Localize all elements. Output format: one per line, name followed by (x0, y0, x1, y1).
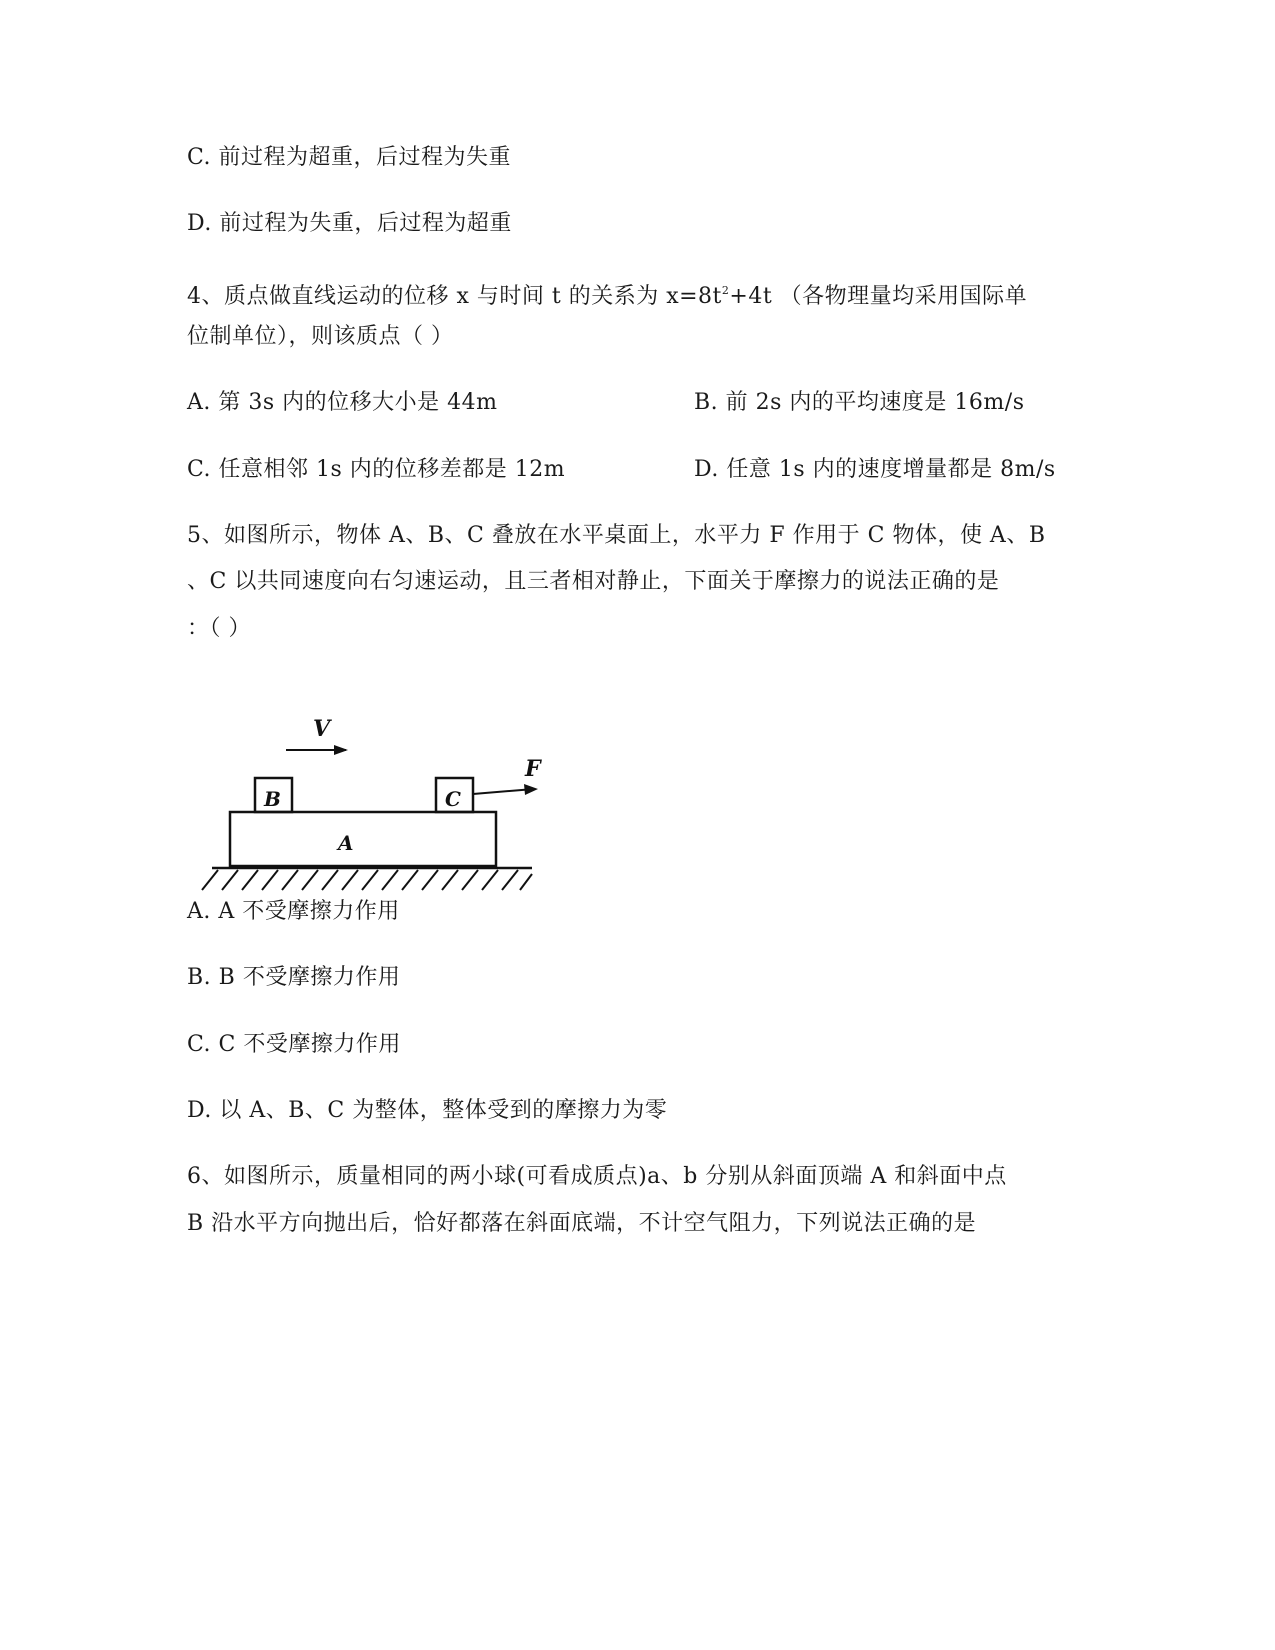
q4-option-a: A. 第 3s 内的位移大小是 44m (187, 390, 498, 415)
q5-option-d: D. 以 A、B、C 为整体，整体受到的摩擦力为零 (187, 1098, 668, 1123)
q5-option-b: B. B 不受摩擦力作用 (187, 965, 401, 990)
q5-stem-line2: 、C 以共同速度向右匀速运动，且三者相对静止，下面关于摩擦力的说法正确的是 (187, 569, 1000, 594)
q6-stem-line2: B 沿水平方向抛出后，恰好都落在斜面底端，不计空气阻力，下列说法正确的是 (187, 1211, 977, 1236)
q6-stem-line1: 6、如图所示，质量相同的两小球(可看成质点)a、b 分别从斜面顶端 A 和斜面中点 (187, 1164, 1007, 1189)
q4-stem-part-b: +4t （各物理量均采用国际单 (729, 284, 1028, 309)
block-a (230, 812, 496, 866)
q4-stem-line2: 位制单位），则该质点（ ） (187, 324, 454, 349)
ground-hatching (202, 870, 532, 890)
q3-option-c: C. 前过程为超重，后过程为失重 (187, 145, 512, 170)
q5-stem-line1: 5、如图所示，物体 A、B、C 叠放在水平桌面上，水平力 F 作用于 C 物体，使 A、B (187, 523, 1046, 548)
label-a: A (338, 831, 354, 855)
label-v: V (313, 716, 331, 742)
q5-option-a: A. A 不受摩擦力作用 (187, 899, 400, 924)
q4-stem-line1 (187, 276, 1027, 312)
q4-option-d: D. 任意 1s 内的速度增量都是 8m/s (694, 457, 1056, 482)
q4-stem-superscript: 2 (721, 284, 730, 297)
q4-option-b: B. 前 2s 内的平均速度是 16m/s (694, 390, 1025, 415)
q5-option-c: C. C 不受摩擦力作用 (187, 1032, 401, 1057)
velocity-arrow (286, 745, 348, 755)
q5-diagram (200, 712, 560, 892)
label-c: C (445, 787, 461, 811)
label-f: F (525, 756, 541, 782)
q3-option-d: D. 前过程为失重，后过程为超重 (187, 211, 512, 236)
label-b: B (264, 787, 281, 811)
q4-option-c: C. 任意相邻 1s 内的位移差都是 12m (187, 457, 566, 482)
q5-stem-line3: ：（ ） (187, 616, 251, 641)
q4-stem-part-a: 4、质点做直线运动的位移 x 与时间 t 的关系为 x=8t (187, 284, 722, 309)
force-arrow (473, 784, 538, 795)
